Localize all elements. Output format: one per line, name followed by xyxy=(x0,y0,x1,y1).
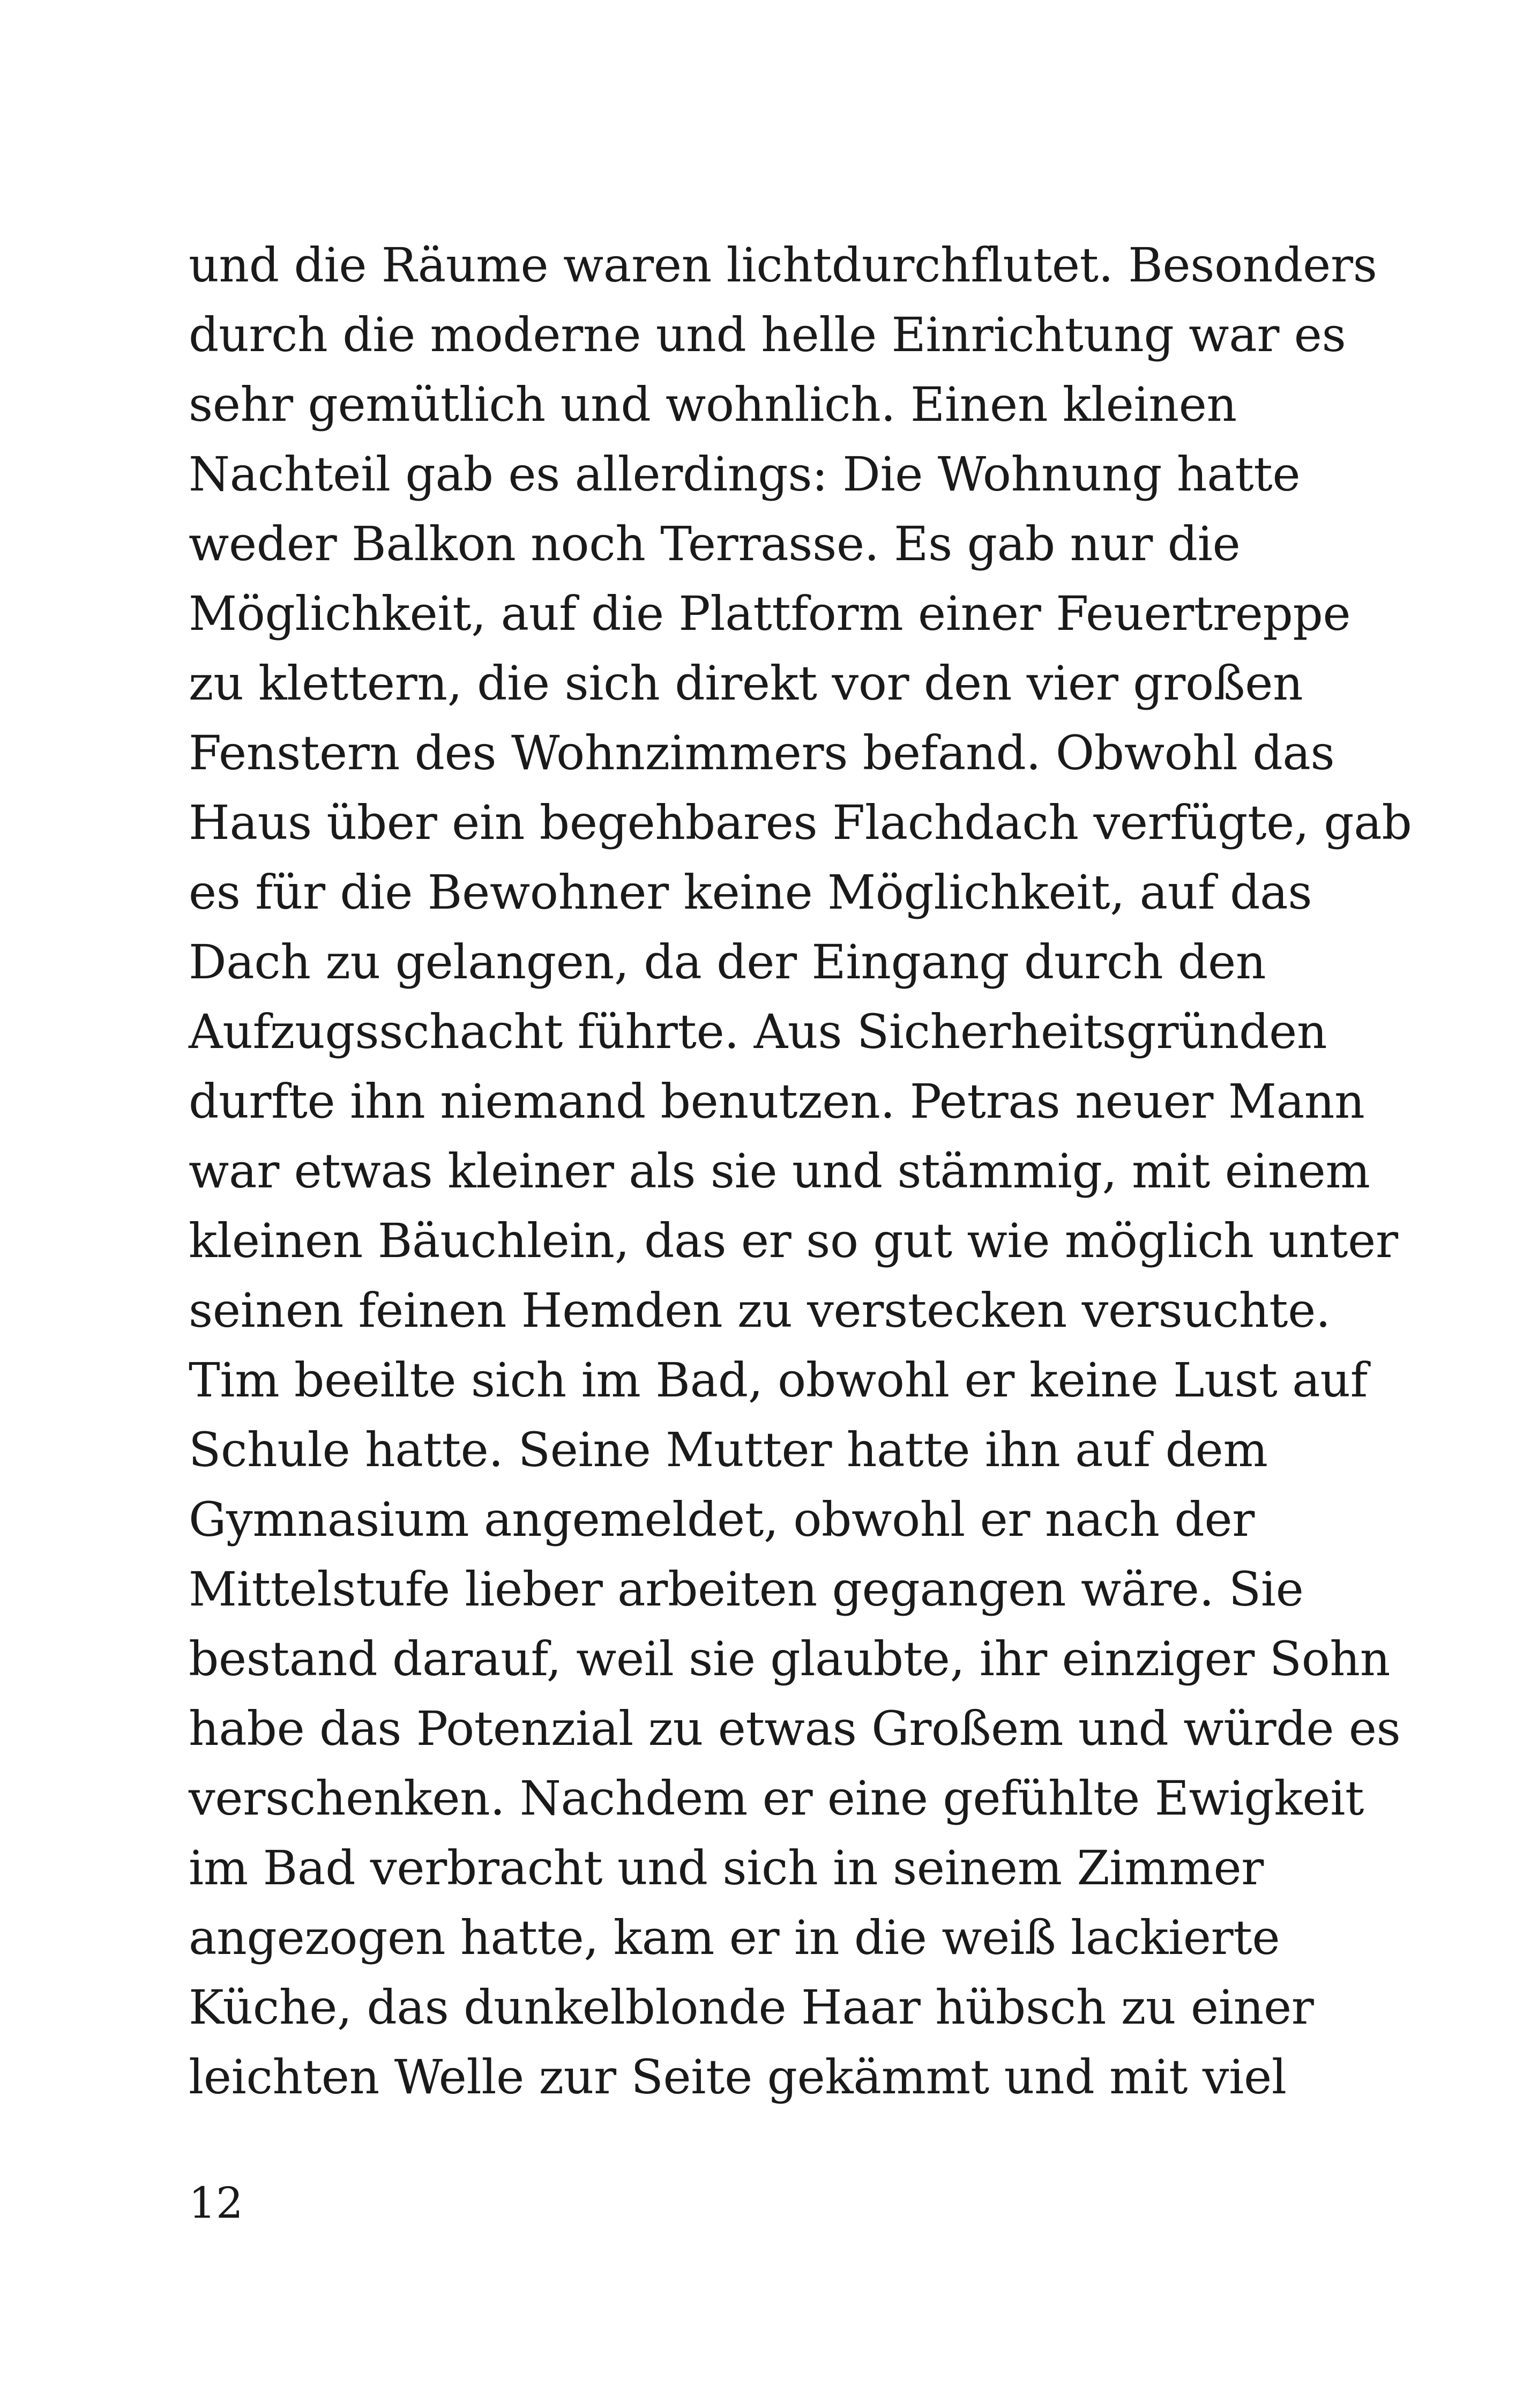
body-text xyxy=(189,231,1412,2112)
text-line: Fenstern des Wohnzimmers befand. Obwohl das xyxy=(189,725,1335,781)
text-line: Aufzugsschacht führte. Aus Sicherheitsgründen xyxy=(189,1004,1327,1059)
text-line: Haus über ein begehbares Flachdach verfügte, gab xyxy=(189,795,1412,850)
text-line: weder Balkon noch Terrasse. Es gab nur die xyxy=(189,516,1241,571)
text-line: Gymnasium angemeldet, obwohl er nach der xyxy=(189,1492,1255,1547)
text-line: zu klettern, die sich direkt vor den vier großen xyxy=(189,656,1303,711)
text-line: Dach zu gelangen, da der Eingang durch den xyxy=(189,934,1266,990)
text-line: kleinen Bäuchlein, das er so gut wie möglich unter xyxy=(189,1213,1398,1268)
text-line: Möglichkeit, auf die Plattform einer Feuertreppe xyxy=(189,586,1351,641)
text-line: Küche, das dunkelblonde Haar hübsch zu einer xyxy=(189,1980,1314,2035)
text-line: und die Räume waren lichtdurchflutet. Besonders xyxy=(189,237,1377,293)
text-line: habe das Potenzial zu etwas Großem und würde es xyxy=(189,1701,1401,1756)
text-line: verschenken. Nachdem er eine gefühlte Ewigkeit xyxy=(189,1771,1364,1826)
text-line: Tim beeilte sich im Bad, obwohl er keine Lust auf xyxy=(189,1352,1368,1408)
text-line: Schule hatte. Seine Mutter hatte ihn auf dem xyxy=(189,1422,1268,1477)
text-line: es für die Bewohner keine Möglichkeit, auf das xyxy=(189,865,1312,920)
text-line: bestand darauf, weil sie glaubte, ihr einziger Sohn xyxy=(189,1631,1391,1686)
text-line: durch die moderne und helle Einrichtung war es xyxy=(189,307,1346,362)
text-line: angezogen hatte, kam er in die weiß lackierte xyxy=(189,1910,1280,1965)
page-number: 12 xyxy=(189,2178,243,2228)
text-line: seinen feinen Hemden zu verstecken versuchte. xyxy=(189,1283,1331,1338)
text-line: im Bad verbracht und sich in seinem Zimmer xyxy=(189,1840,1264,1896)
text-line: Mittelstufe lieber arbeiten gegangen wäre. Sie xyxy=(189,1562,1304,1617)
text-line: war etwas kleiner als sie und stämmig, mit einem xyxy=(189,1143,1370,1199)
text-line: leichten Welle zur Seite gekämmt und mit viel xyxy=(189,2049,1287,2105)
text-line: Nachteil gab es allerdings: Die Wohnung hatte xyxy=(189,447,1301,502)
text-line: sehr gemütlich und wohnlich. Einen kleinen xyxy=(189,377,1237,432)
text-line: durfte ihn niemand benutzen. Petras neuer Mann xyxy=(189,1074,1365,1129)
